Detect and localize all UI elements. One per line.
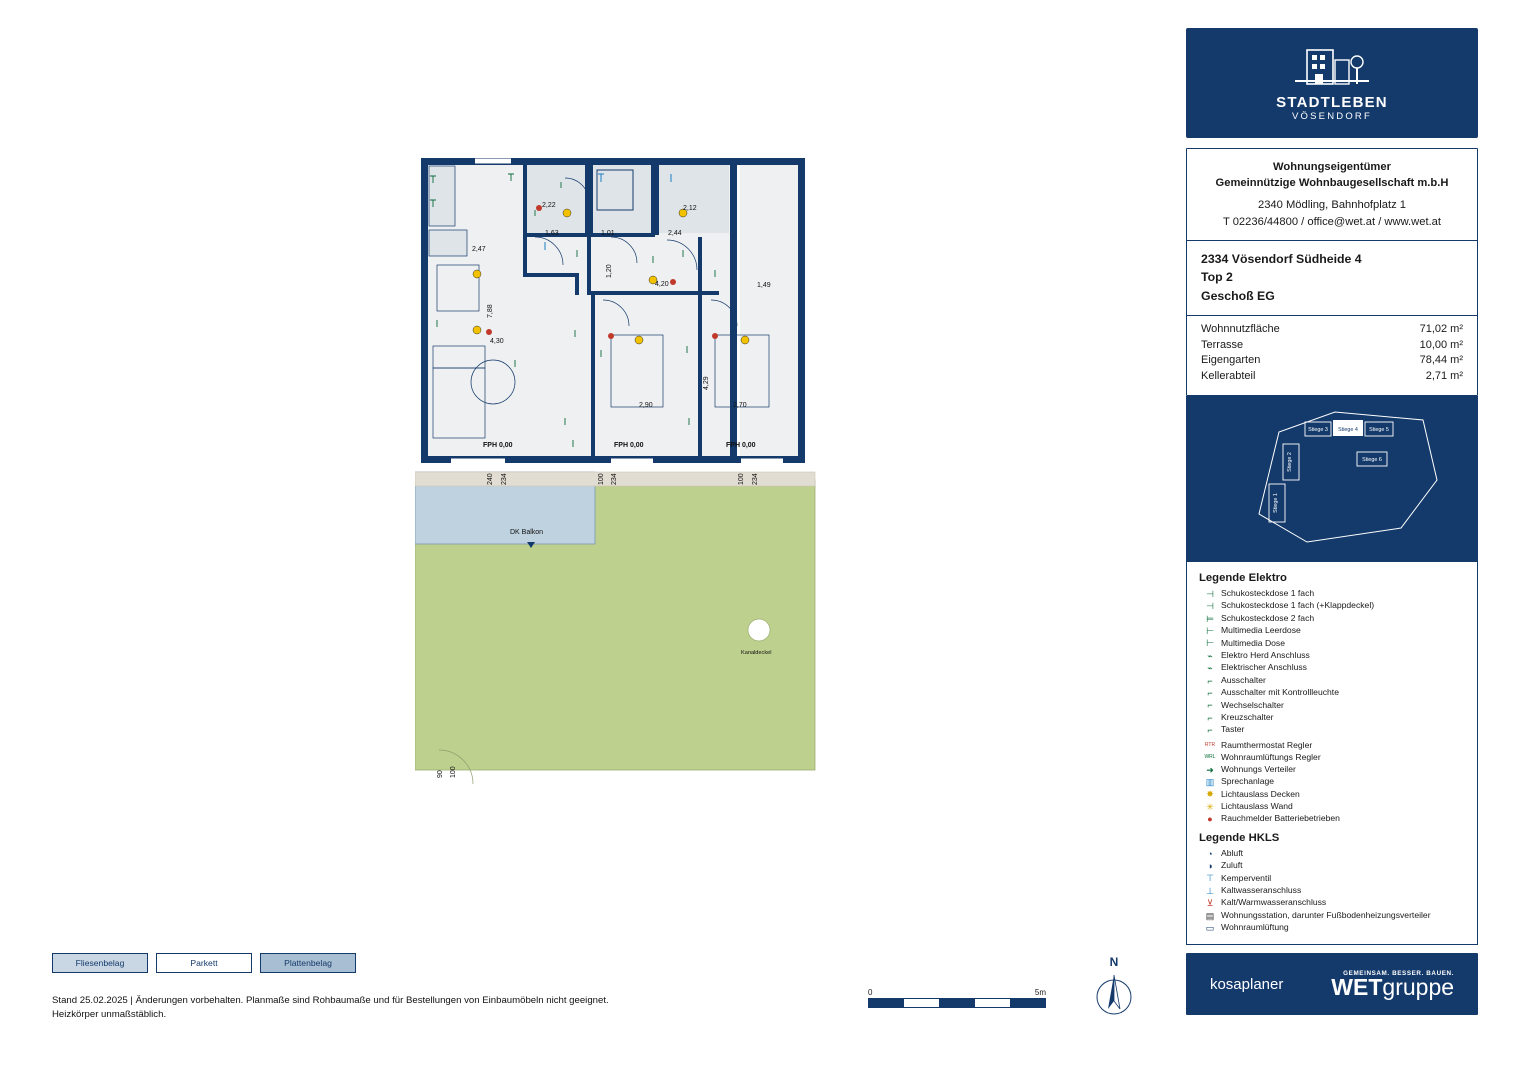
logo-title: STADTLEBEN <box>1276 93 1388 111</box>
swatch-label: Fliesenbelag <box>75 958 125 968</box>
legend-label: Multimedia Leerdose <box>1221 625 1301 636</box>
legend-label: Multimedia Dose <box>1221 637 1285 648</box>
legend-item <box>1199 724 1467 736</box>
legend-item <box>1199 922 1467 934</box>
areas-list <box>1187 316 1477 394</box>
legend-label: Sprechanlage <box>1221 776 1275 787</box>
scale-min: 0 <box>868 988 873 997</box>
schukosteckdose-1fach-icon: ⊣ <box>1206 588 1214 599</box>
dim-430: 4,30 <box>490 338 504 345</box>
label-fph-2: FPH 0,00 <box>614 442 644 449</box>
north-label: N <box>1109 955 1119 969</box>
legend-item <box>1199 910 1467 922</box>
legend-label: Lichtauslass Decken <box>1221 788 1300 799</box>
dim-420: 4,20 <box>655 281 669 288</box>
swatch-parkett <box>156 953 252 973</box>
dim-163: 1,63 <box>545 230 559 237</box>
legend-label: Kalt/Warmwasseranschluss <box>1221 897 1327 908</box>
legend-label: Raumthermostat Regler <box>1221 739 1313 750</box>
legend-label: Schukosteckdose 2 fach <box>1221 612 1315 623</box>
legend-item <box>1199 813 1467 825</box>
kalt-warmwasseranschluss-icon: ⊻ <box>1206 898 1214 909</box>
wet-tagline: GEMEINSAM. BESSER. BAUEN. <box>1343 970 1455 978</box>
legend-label: Abluft <box>1221 847 1243 858</box>
info-box <box>1186 148 1478 396</box>
wohnraumlueftungs-regler-icon: WRL <box>1204 754 1216 761</box>
dim-149: 1,49 <box>757 282 771 289</box>
legend-label: Wechselschalter <box>1221 699 1284 710</box>
wohnungs-verteiler-icon: ➜ <box>1206 764 1214 775</box>
legend-box <box>1186 562 1478 946</box>
legend-item <box>1199 788 1467 800</box>
swatch-label: Plattenbelag <box>284 958 332 968</box>
multimedia-dose-icon: ⊢ <box>1206 638 1214 649</box>
legend-item <box>1199 662 1467 674</box>
legend-label: Ausschalter <box>1221 674 1266 685</box>
kosaplaner-label: kosaplaner <box>1209 975 1284 993</box>
legend-item <box>1199 860 1467 872</box>
address-block <box>1187 241 1477 316</box>
dim-234c: 234 <box>752 473 759 485</box>
elektrischer-anschluss-icon: ⌁ <box>1207 663 1213 674</box>
disclaimer-line2: Heizkörper unmaßstäblich. <box>52 1009 167 1021</box>
wechselschalter-icon: ⌐ <box>1207 700 1213 711</box>
svg-text:Stiege 5: Stiege 5 <box>1369 426 1389 433</box>
legend-label: Kemperventil <box>1221 872 1272 883</box>
dim-234b: 234 <box>611 473 618 485</box>
dim-234a: 234 <box>501 473 508 485</box>
legend-hkls-title: Legende HKLS <box>1199 831 1280 844</box>
owner-line1: Wohnungseigentümer <box>1273 161 1391 173</box>
kaltwasseranschluss-icon: ⊥ <box>1206 885 1214 896</box>
lichtauslass-decken-icon: ✸ <box>1206 789 1214 800</box>
kreuzschalter-icon: ⌐ <box>1207 712 1213 723</box>
legend-item <box>1199 650 1467 662</box>
taster-icon: ⌐ <box>1207 725 1213 736</box>
legend-item <box>1199 801 1467 813</box>
schukosteckdose-2fach-icon: ⊨ <box>1206 613 1214 624</box>
project-logo <box>1186 28 1478 138</box>
info-panel <box>1186 28 1478 1015</box>
project-address: 2334 Vösendorf Südheide 4 <box>1201 251 1362 266</box>
legend-item <box>1199 625 1467 637</box>
compass-icon <box>1092 969 1136 1021</box>
ausschalter-kontrollleuchte-icon: ⌐ <box>1207 687 1213 698</box>
floor-label: Geschoß EG <box>1201 288 1275 303</box>
area-label: Kellerabteil <box>1201 370 1256 383</box>
multimedia-leerdose-icon: ⊢ <box>1206 625 1214 636</box>
footer-logos <box>1186 953 1478 1015</box>
dim-101: 1,01 <box>601 230 615 237</box>
area-value: 78,44 m² <box>1419 354 1463 367</box>
elektro-herd-anschluss-icon: ⌁ <box>1207 650 1213 661</box>
disclaimer-line1: Stand 25.02.2025 | Änderungen vorbehalten. Planmaße sind Rohbaumaße und für Bestellungen von Einbaumöbeln nicht geeignet. <box>52 995 609 1006</box>
svg-text:Stiege 4: Stiege 4 <box>1338 426 1358 433</box>
wet-suffix: gruppe <box>1382 974 1455 1001</box>
svg-text:Stiege 3: Stiege 3 <box>1308 426 1328 433</box>
area-value: 10,00 m² <box>1419 338 1463 351</box>
legend-item <box>1199 752 1467 764</box>
area-row <box>1201 338 1463 354</box>
label-fph-3: FPH 0,00 <box>726 442 756 449</box>
zuluft-icon: ◑ <box>1207 861 1213 871</box>
owner-line4: T 02236/44800 / office@wet.at / www.wet.at <box>1222 215 1442 228</box>
legend-item <box>1199 897 1467 909</box>
area-value: 71,02 m² <box>1419 323 1463 336</box>
owner-line3: 2340 Mödling, Bahnhofplatz 1 <box>1257 199 1407 212</box>
legend-label: Elektrischer Anschluss <box>1221 662 1307 673</box>
wohnungsstation-icon: ▤ <box>1205 910 1215 921</box>
schukosteckdose-klappdeckel-icon: ⊣ <box>1206 601 1214 612</box>
wet-name: WET <box>1331 974 1383 1001</box>
legend-label: Wohnraumlüftungs Regler <box>1221 751 1321 762</box>
dim-244: 2,44 <box>668 230 682 237</box>
legend-item <box>1199 776 1467 788</box>
legend-item <box>1199 675 1467 687</box>
scale-max: 5m <box>1034 988 1046 997</box>
legend-item <box>1199 613 1467 625</box>
scale-bar-graphic <box>868 998 1046 1008</box>
raumthermostat-regler-icon: RTR <box>1204 742 1216 749</box>
swatch-plattenbelag <box>260 953 356 973</box>
floorplan-drawing <box>415 150 825 790</box>
wet-logo <box>1331 970 1454 999</box>
rauchmelder-icon: ● <box>1207 814 1213 825</box>
legend-label: Wohnraumlüftung <box>1221 922 1289 933</box>
area-row <box>1201 353 1463 369</box>
owner-block <box>1187 149 1477 241</box>
abluft-icon: ◔ <box>1207 848 1213 859</box>
label-fph-1: FPH 0,00 <box>483 442 513 449</box>
dim-429: 4,29 <box>703 376 710 390</box>
logo-subtitle: VÖSENDORF <box>1292 111 1372 123</box>
legend-label: Kreuzschalter <box>1221 712 1274 723</box>
material-swatches <box>52 953 356 973</box>
legend-item <box>1199 848 1467 860</box>
dim-222: 2,22 <box>542 202 556 209</box>
legend-item <box>1199 699 1467 711</box>
legend-elektro-title: Legende Elektro <box>1199 571 1287 584</box>
site-plan <box>1186 396 1478 562</box>
area-label: Terrasse <box>1201 338 1244 351</box>
legend-item <box>1199 764 1467 776</box>
area-value: 2,71 m² <box>1425 370 1463 383</box>
legend-label: Wohnungsstation, darunter Fußbodenheizungsverteiler <box>1221 909 1431 920</box>
legend-item <box>1199 588 1467 600</box>
legend-label: Schukosteckdose 1 fach (+Klappdeckel) <box>1221 600 1375 611</box>
legend-item <box>1199 885 1467 897</box>
legend-item <box>1199 687 1467 699</box>
area-row <box>1201 322 1463 338</box>
lichtauslass-wand-icon: ✳ <box>1206 801 1214 812</box>
legend-item <box>1199 600 1467 612</box>
legend-label: Schukosteckdose 1 fach <box>1221 587 1315 598</box>
area-row <box>1201 369 1463 385</box>
svg-text:Stiege 2: Stiege 2 <box>1287 451 1293 472</box>
legend-label: Zuluft <box>1221 860 1243 871</box>
swatch-fliesenbelag <box>52 953 148 973</box>
dim-788: 7,88 <box>487 304 494 318</box>
legend-label: Wohnungs Verteiler <box>1221 763 1296 774</box>
north-arrow <box>1092 955 1136 1026</box>
swatch-label: Parkett <box>190 958 218 968</box>
legend-item <box>1199 637 1467 649</box>
legend-item <box>1199 740 1467 752</box>
dim-240: 240 <box>487 473 494 485</box>
legend-label: Ausschalter mit Kontrollleuchte <box>1221 687 1339 698</box>
dim-270: 2,70 <box>733 402 747 409</box>
legend-item <box>1199 712 1467 724</box>
area-label: Wohnnutzfläche <box>1201 323 1280 336</box>
unit-number: Top 2 <box>1201 270 1233 285</box>
legend-label: Elektro Herd Anschluss <box>1221 649 1310 660</box>
owner-line2: Gemeinnützige Wohnbaugesellschaft m.b.H <box>1215 177 1449 190</box>
disclaimer <box>52 994 609 1023</box>
dim-247: 2,47 <box>472 246 486 253</box>
legend-label: Rauchmelder Batteriebetrieben <box>1221 813 1340 824</box>
dim-90: 90 <box>437 770 444 778</box>
svg-text:Stiege 6: Stiege 6 <box>1362 456 1382 463</box>
ausschalter-icon: ⌐ <box>1207 675 1213 686</box>
dim-100b: 100 <box>738 473 745 485</box>
kemperventil-icon: ⊤ <box>1206 873 1214 884</box>
legend-item <box>1199 872 1467 884</box>
legend-label: Taster <box>1221 724 1245 735</box>
sprechanlage-icon: ▥ <box>1205 776 1215 787</box>
area-label: Eigengarten <box>1201 354 1261 367</box>
legend-label: Lichtauslass Wand <box>1221 801 1293 812</box>
dim-100c: 100 <box>450 766 457 778</box>
wohnraumlueftung-icon: ▭ <box>1205 923 1215 934</box>
label-dk-balkon: DK Balkon <box>510 529 544 536</box>
building-icon <box>1289 44 1375 91</box>
dim-212: 2,12 <box>683 205 697 212</box>
kosaplaner-logo <box>1210 976 1283 993</box>
dim-290: 2,90 <box>639 402 653 409</box>
svg-text:Stiege 1: Stiege 1 <box>1273 492 1279 513</box>
dim-100a: 100 <box>598 473 605 485</box>
legend-label: Kaltwasseranschluss <box>1221 885 1302 896</box>
label-kanaldeckel: Kanaldeckel <box>741 650 772 656</box>
scale-bar <box>868 988 1046 1008</box>
dim-120: 1,20 <box>606 264 613 278</box>
